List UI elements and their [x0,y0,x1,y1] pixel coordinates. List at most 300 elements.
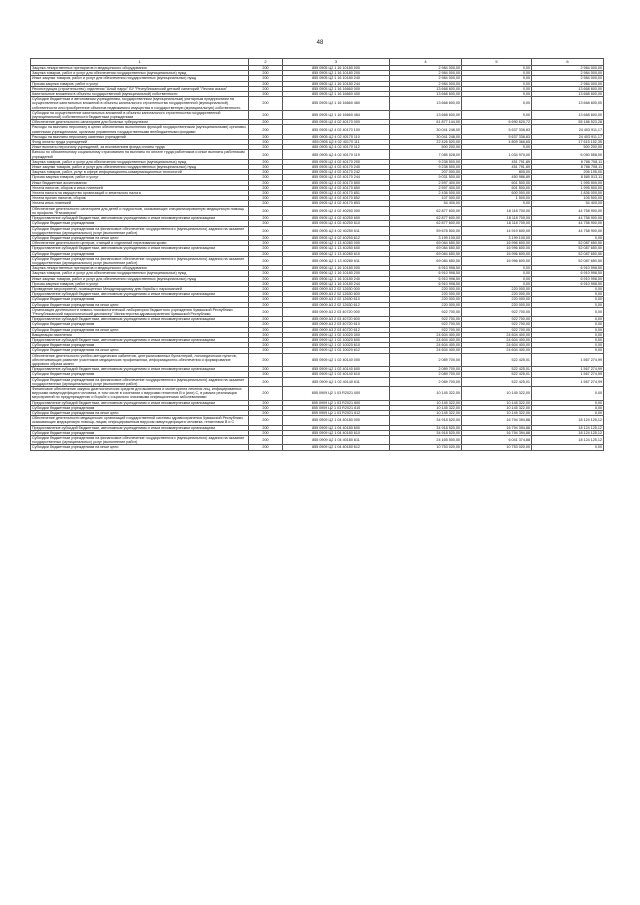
amount-executed-cell: 0,00 [462,266,532,271]
classification-code-cell: 855 0909 Ц2 1 02 10020 612 [283,348,390,353]
classification-code-cell: 855 0905 Ц2 4 02 40250 600 [283,216,390,221]
amount-approved-cell: 62 877 600,00 [390,221,462,226]
classification-code-cell: 855 0905 Ц2 4 02 40250 610 [283,221,390,226]
amount-executed-cell: 522 425,01 [462,372,532,377]
amount-executed-cell: 5 637 336,83 [462,134,532,139]
amount-approved-cell: 6 910 998,50 [390,271,462,276]
table-row [31,445,604,450]
item-name-cell: Проведение мероприятий, посвященных Международному дню борьбы с наркоманией [31,286,249,291]
item-name-cell: Предоставление субсидий бюджетным, автономным учреждениям и иным некоммерческим организациям [31,292,249,297]
item-name-cell: Обеспечение деятельности санаториев для детей и подростков, оказывающих специализированную медицинскую помощь по профилю "Фтизиатрия" [31,206,249,215]
code-cell: 200 [249,416,283,425]
amount-executed-cell: 0,00 [462,81,532,86]
amount-approved-cell: 9 238 500,00 [390,165,462,170]
item-name-cell: Предоставление субсидий бюджетным, автономным учреждениям и иным некоммерческим организациям [31,425,249,430]
amount-remaining-cell: 18 124 125,12 [532,416,604,425]
amount-executed-cell: 805,00 [462,170,532,175]
amount-approved-cell: 69 084 650,50 [390,256,462,265]
amount-executed-cell: 24 604 400,00 [462,332,532,337]
item-name-cell: Субсидии бюджетным учреждениям на иные цели [31,302,249,307]
classification-code-cell: 855 0905 Ц2 1 16 16660 000 [283,86,390,91]
item-name-cell: Иные выплаты персоналу учреждений, за исключением фонда оплаты труда [31,145,249,150]
item-name-cell: Предоставление субсидий бюджетным, автономным учреждениям и иным некоммерческим организациям [31,400,249,405]
item-name-cell: Субсидии бюджетным учреждениям на финансовое обеспечение государственного (муниципального) задания на оказание государственных (муниципальных) услуг (выполнение работ) [31,436,249,445]
code-cell: 200 [249,445,283,450]
classification-code-cell: 855 0909 Ц2 1 04 40180 611 [283,436,390,445]
amount-remaining-cell: 54 400,00 [532,201,604,206]
amount-executed-cell: 4 809 366,65 [462,140,532,145]
table-row [31,134,604,139]
table-row [31,425,604,430]
amount-executed-cell: 0,00 [462,110,532,119]
item-name-cell: Субсидии бюджетным учреждениям [31,221,249,226]
table-body [31,59,604,451]
classification-code-cell: 855 0909 А3 2 02 12630 610 [283,297,390,302]
code-cell: 200 [249,165,283,170]
amount-remaining-cell: 6 910 998,50 [532,281,604,286]
item-name-cell: Субсидии бюджетным учреждениям на финансовое обеспечение государственного (муниципального) задания на оказание государственных (муниципальных) услуг (выполнение работ) [31,226,249,235]
table-row [31,246,604,251]
table-row [31,159,604,164]
item-name-cell: Субсидии бюджетным учреждениям [31,297,249,302]
amount-remaining-cell: 52 087 650,50 [532,256,604,265]
code-cell: 200 [249,246,283,251]
amount-approved-cell: 2 089 700,00 [390,367,462,372]
classification-code-cell: 855 0905 Ц2 1 16 10180 200 [283,71,390,76]
amount-approved-cell: 10 145 322,00 [390,411,462,416]
code-cell: 200 [249,276,283,281]
amount-remaining-cell: 0,00 [532,235,604,240]
code-cell: 200 [249,140,283,145]
amount-remaining-cell: 0,00 [532,297,604,302]
amount-remaining-cell: 8 786 708,11 [532,159,604,164]
item-name-cell: Субсидии бюджетным учреждениям на финансовое обеспечение государственного (муниципального) задания на оказание государственных (муниципальных) услуг (выполнение работ) [31,256,249,265]
amount-remaining-cell: 44 758 900,00 [532,216,604,221]
amount-remaining-cell: 0,00 [532,327,604,332]
amount-executed-cell: 10 145 322,00 [462,387,532,401]
amount-remaining-cell: 105 500,00 [532,196,604,201]
amount-executed-cell: 10 145 322,00 [462,405,532,410]
amount-executed-cell: 16 996 600,00 [462,251,532,256]
amount-remaining-cell: 0,00 [532,286,604,291]
amount-remaining-cell: 8 786 708,11 [532,165,604,170]
classification-code-cell: 855 0909 А3 2 03 40720 600 [283,317,390,322]
amount-approved-cell: 2 984 000,00 [390,81,462,86]
table-row [31,241,604,246]
amount-approved-cell: 2 984 000,00 [390,71,462,76]
table-row [31,216,604,221]
classification-code-cell: 855 0909 А3 2 02 12630 612 [283,302,390,307]
item-name-cell: Расходы на выплаты персоналу в целях обеспечения выполнения функций государственными (муниципальными) органами, казенными учреждениями, органами управления государственными внебюджетными фондами [32,125,247,134]
classification-code-cell: 855 0905 Ц2 4 02 40170 111 [283,140,390,145]
amount-approved-cell: 6 910 998,50 [390,266,462,271]
table-row [31,191,604,196]
amount-remaining-cell: 44 758 900,00 [532,221,604,226]
amount-approved-cell: 61 877 144,00 [390,120,462,125]
code-cell: 200 [249,175,283,180]
amount-remaining-cell: 0,00 [532,317,604,322]
amount-executed-cell: 16 996 600,00 [462,246,532,251]
item-name-cell: Иные закупки товаров, работ и услуг для обеспечения государственных (муниципальных) нужд [31,276,249,281]
amount-approved-cell: 922 700,00 [390,317,462,322]
code-cell: 200 [249,271,283,276]
table-row [31,411,604,416]
amount-executed-cell: 14 919 600,00 [462,226,532,235]
header-cell: 3 [283,59,390,66]
amount-remaining-cell: 52 087 650,50 [532,246,604,251]
classification-code-cell: 855 0909 Ц2 1 03 R2021 612 [283,411,390,416]
amount-remaining-cell: 0,00 [532,387,604,401]
amount-remaining-cell: 55 186 523,28 [532,120,604,125]
classification-code-cell: 855 0909 Ц2 1 02 40140 610 [283,372,390,377]
amount-remaining-cell: 44 758 900,00 [532,206,604,215]
amount-executed-cell: 450 986,89 [462,175,532,180]
amount-approved-cell: 2 089 700,00 [390,372,462,377]
amount-remaining-cell: 13 668 600,00 [532,97,604,111]
classification-code-cell: 855 0905 Ц2 1 16 10180 000 [283,66,390,71]
classification-code-cell: 855 0906 Ц2 1 16 10180 240 [283,276,390,281]
code-cell: 200 [249,425,283,430]
classification-code-cell: 855 0909 Ц2 1 04 40180 000 [283,416,390,425]
code-cell: 200 [249,185,283,190]
amount-executed-cell: 18 118 700,00 [462,216,532,221]
table-row [31,416,604,425]
amount-approved-cell: 2 089 700,00 [390,377,462,386]
code-cell: 200 [249,337,283,342]
classification-code-cell: 855 0905 Ц2 4 02 40170 110 [283,134,390,139]
item-name-cell: Субсидии бюджетным учреждениям на финансовое обеспечение государственного (муниципального) задания на оказание государственных (муниципальных) услуг (выполнение работ) [31,377,249,386]
amount-approved-cell: 500 200,00 [390,145,462,150]
amount-approved-cell: 24 604 400,00 [390,348,462,353]
amount-executed-cell: 601 500,00 [462,180,532,185]
amount-approved-cell: 24 604 400,00 [390,343,462,348]
classification-code-cell: 855 0906 Ц2 1 13 40280 611 [283,256,390,265]
amount-approved-cell: 220 000,00 [390,297,462,302]
code-cell: 200 [249,150,283,159]
classification-code-cell: 855 0909 Ц2 1 02 10020 610 [283,343,390,348]
amount-remaining-cell: 52 087 650,50 [532,241,604,246]
code-cell: 200 [249,400,283,405]
amount-executed-cell: 18 118 700,00 [462,221,532,226]
item-name-cell: Обеспечение деятельности учебно-методических кабинетов, централизованных бухгалтерий, логопедических пунктов, обеспечивающих развитие участников медицинских профилактики, информационно-обеспечения и формирование здорового образа жизни [31,353,249,367]
classification-code-cell: 855 0906 Ц2 1 16 10180 000 [283,266,390,271]
classification-code-cell: 855 0905 Ц2 4 02 40250 612 [283,235,390,240]
amount-approved-cell: 2 597 400,00 [390,180,462,185]
amount-executed-cell: 16 996 600,00 [462,256,532,265]
table-row [31,387,604,401]
code-cell: 200 [249,251,283,256]
amount-approved-cell: 34 918 520,00 [390,416,462,425]
amount-executed-cell: 0,00 [462,97,532,111]
code-cell: 200 [249,81,283,86]
amount-remaining-cell: 500 200,00 [532,145,604,150]
amount-remaining-cell: 1 567 274,99 [532,353,604,367]
amount-approved-cell: 69 084 650,50 [390,246,462,251]
amount-executed-cell: 522 425,01 [462,353,532,367]
amount-remaining-cell: 2 984 000,00 [532,71,604,76]
item-name-cell: Иные бюджетные ассигнования [31,180,249,185]
classification-code-cell: 855 0909 Ц2 1 03 R2021 000 [283,387,390,401]
amount-approved-cell: 24 604 400,00 [390,337,462,342]
amount-approved-cell: 6 910 998,50 [390,276,462,281]
classification-code-cell: 855 0905 Ц2 1 16 10180 240 [283,76,390,81]
classification-code-cell: 855 0905 Ц2 4 02 40170 000 [283,120,390,125]
amount-approved-cell: 922 700,00 [390,327,462,332]
classification-code-cell: 855 0909 Ц2 1 02 40140 600 [283,367,390,372]
amount-executed-cell: 3 199 100,00 [462,235,532,240]
item-name-cell: Обеспечение деятельности медицинских организаций государственной системы здравоохранения Чувашской Республики, оказывающих медицинскую помощь лицам, инфицированным вирусом иммунодефицита человека, гепатитами B и C [31,416,249,425]
amount-approved-cell: 13 668 600,00 [390,110,462,119]
classification-code-cell: 855 0906 Ц2 1 13 40280 610 [283,251,390,256]
amount-approved-cell: 22 426 520,00 [390,140,462,145]
item-name-cell: Субсидии бюджетным и автономным учреждениям, государственным (муниципальным) унитарным предприятиям на осуществление капитальных вложений в объекты капитального строительства государственной (муниципальной) собственности или приобретение объектов недвижимого имущества в государственную (муниципальную) собственность [31,97,249,111]
amount-approved-cell: 59 678 500,00 [390,226,462,235]
classification-code-cell: 855 0909 Ц2 1 03 R2021 610 [283,405,390,410]
item-name-cell: Иные закупки товаров, работ и услуг для обеспечения государственных (муниципальных) нужд [31,76,249,81]
amount-remaining-cell: 0,00 [532,302,604,307]
amount-approved-cell: 107 000,00 [390,196,462,201]
code-cell: 200 [249,281,283,286]
code-cell: 200 [249,317,283,322]
amount-remaining-cell: 0,00 [532,411,604,416]
amount-approved-cell: 220 000,00 [390,286,462,291]
amount-executed-cell: 922 700,00 [462,317,532,322]
code-cell: 200 [249,343,283,348]
amount-executed-cell: 10 145 322,00 [462,411,532,416]
table-row [31,256,604,265]
table-row [31,307,604,316]
header-cell: 4 [390,59,462,66]
amount-remaining-cell: 1 567 274,99 [532,367,604,372]
header-cell: 2 [249,59,283,66]
code-cell: 200 [249,266,283,271]
code-cell: 200 [249,436,283,445]
classification-code-cell: 855 0905 Ц2 4 02 40250 611 [283,226,390,235]
amount-remaining-cell: 6 910 998,50 [532,276,604,281]
code-cell: 200 [249,297,283,302]
table-row [31,367,604,372]
code-cell: 200 [249,327,283,332]
item-name-cell: Уплата налогов, сборов и иных платежей [31,185,249,190]
classification-code-cell: 855 0909 Ц2 1 04 40180 612 [283,445,390,450]
header-cell: 1 [31,59,249,66]
header-cell: 5 [462,59,532,66]
amount-approved-cell: 10 145 322,00 [390,405,462,410]
item-name-cell: Предоставление субсидий бюджетным, автономным учреждениям и иным некоммерческим организациям [31,367,249,372]
code-cell: 200 [249,66,283,71]
amount-remaining-cell: 0,00 [532,348,604,353]
amount-remaining-cell: 18 124 125,12 [532,430,604,435]
table-row [31,436,604,445]
amount-executed-cell: 922 700,00 [462,307,532,316]
item-name-cell: Прочая закупка товаров, работ и услуг [31,81,249,86]
code-cell: 200 [249,387,283,401]
classification-code-cell: 855 0909 Ц2 1 03 R2021 600 [283,400,390,405]
amount-executed-cell: 6 690 620,72 [462,120,532,125]
amount-remaining-cell: 2 984 000,00 [532,76,604,81]
amount-remaining-cell: 24 403 911,17 [532,134,604,139]
amount-executed-cell: 220 000,00 [462,302,532,307]
classification-code-cell: 855 0909 А3 2 02 12630 000 [283,286,390,291]
code-cell: 200 [249,201,283,206]
amount-approved-cell: 3 199 100,00 [390,235,462,240]
amount-remaining-cell: 13 668 600,00 [532,92,604,97]
item-name-cell: Уплата иных платежей [31,201,249,206]
item-name-cell: Предоставление субсидий бюджетным, автономным учреждениям и иным некоммерческим организациям [31,337,249,342]
item-name-cell: Закупка товаров, работ, услуг в сфере информационно-коммуникационных технологий [31,170,249,175]
amount-remaining-cell: 1 836 000,00 [532,191,604,196]
table-row [31,337,604,342]
amount-remaining-cell: 0,00 [532,292,604,297]
amount-approved-cell: 220 000,00 [390,302,462,307]
amount-executed-cell: 16 794 394,88 [462,430,532,435]
amount-approved-cell: 7 085 528,00 [390,150,462,159]
amount-approved-cell: 54 400,00 [390,201,462,206]
classification-code-cell: 855 0905 Ц2 1 16 16660 400 [283,92,390,97]
amount-remaining-cell: 6 910 998,50 [532,266,604,271]
item-name-cell: Закупка товаров, работ и услуг для обеспечения государственных (муниципальных) нужд [31,271,249,276]
item-name-cell: Взносы по обязательному социальному страхованию на выплаты по оплате труда работников и иные выплаты работникам учреждений [31,150,249,159]
code-cell: 200 [249,332,283,337]
classification-code-cell: 855 0905 Ц2 4 02 40170 850 [283,185,390,190]
code-cell: 200 [249,71,283,76]
amount-approved-cell: 922 700,00 [390,307,462,316]
code-cell: 200 [249,292,283,297]
amount-approved-cell: 10 145 322,00 [390,387,462,401]
amount-executed-cell: 0,00 [462,71,532,76]
amount-remaining-cell: 0,00 [532,343,604,348]
code-cell: 200 [249,256,283,265]
classification-code-cell: 855 0905 Ц2 4 02 40170 240 [283,165,390,170]
amount-executed-cell: 522 425,01 [462,377,532,386]
code-cell: 200 [249,206,283,215]
table-row [31,206,604,215]
table-row [31,120,604,125]
code-cell: 200 [249,353,283,367]
amount-approved-cell: 62 877 600,00 [390,216,462,221]
amount-executed-cell: 1 500,00 [462,196,532,201]
amount-executed-cell: 6 041 374,88 [462,436,532,445]
item-name-cell: Субсидии бюджетным учреждениям на иные цели [31,235,249,240]
table-row [31,286,604,291]
amount-remaining-cell: 18 124 125,12 [532,425,604,430]
amount-approved-cell: 13 668 600,00 [390,92,462,97]
table-row [31,150,604,159]
code-cell: 200 [249,125,283,134]
amount-approved-cell: 2 436 000,00 [390,191,462,196]
amount-executed-cell: 24 604 400,00 [462,337,532,342]
table-row [31,377,604,386]
amount-executed-cell: 220 000,00 [462,286,532,291]
amount-executed-cell: 601 500,00 [462,185,532,190]
classification-code-cell: 855 0909 А3 2 03 40720 610 [283,322,390,327]
amount-remaining-cell: 0,00 [532,307,604,316]
amount-executed-cell: 5 637 336,83 [462,125,532,134]
item-name-cell: Закупка лекарственных препаратов и медицинского оборудования [31,266,249,271]
classification-code-cell: 855 0905 Ц2 4 02 40170 242 [283,170,390,175]
amount-approved-cell: 207 000,00 [390,170,462,175]
item-name-cell: Капитальные вложения в объекты государственной (муниципальной) собственности [31,92,249,97]
amount-approved-cell: 220 000,00 [390,292,462,297]
item-name-cell: Предоставление субсидий бюджетным, автономным учреждениям и иным некоммерческим организациям [31,216,249,221]
amount-remaining-cell: 8 580 513,11 [532,175,604,180]
amount-executed-cell: 0,00 [462,76,532,81]
amount-approved-cell: 13 668 600,00 [390,97,462,111]
amount-remaining-cell: 24 403 911,17 [532,125,604,134]
classification-code-cell: 855 0909 А3 2 02 12630 600 [283,292,390,297]
amount-approved-cell: 6 910 998,50 [390,281,462,286]
column-number-header [31,59,604,66]
amount-executed-cell: 0,00 [462,145,532,150]
item-name-cell: Иные закупки товаров, работ и услуг для обеспечения государственных (муниципальных) нужд [31,165,249,170]
amount-executed-cell: 16 794 394,88 [462,416,532,425]
item-name-cell: Субсидии бюджетным учреждениям [31,251,249,256]
amount-executed-cell: 0,00 [462,66,532,71]
amount-executed-cell: 10 753 020,00 [462,445,532,450]
amount-remaining-cell: 0,00 [532,445,604,450]
table-row [31,353,604,367]
amount-remaining-cell: 44 758 900,00 [532,226,604,235]
code-cell: 200 [249,322,283,327]
amount-executed-cell: 18 118 700,00 [462,206,532,215]
amount-approved-cell: 69 084 650,50 [390,251,462,256]
code-cell: 200 [249,92,283,97]
code-cell: 200 [249,145,283,150]
item-name-cell: Субсидии бюджетным учреждениям на иные цели [31,348,249,353]
classification-code-cell: 855 0905 Ц2 4 02 40170 800 [283,180,390,185]
table-row [31,400,604,405]
amount-executed-cell: 0,00 [462,92,532,97]
classification-code-cell: 855 0905 Ц2 1 16 16660 460 [283,97,390,111]
amount-remaining-cell: 18 124 125,12 [532,436,604,445]
amount-remaining-cell: 17 615 152,35 [532,140,604,145]
classification-code-cell: 855 0909 Ц2 1 02 40140 000 [283,353,390,367]
amount-executed-cell: 16 996 600,00 [462,241,532,246]
item-name-cell: Субсидии на осуществление капитальных вложений в объекты капитального строительства государственной (муниципальной) собственности бюджетным учреждениям [31,110,249,119]
amount-executed-cell: 0,00 [462,271,532,276]
amount-remaining-cell: 0,00 [532,405,604,410]
amount-remaining-cell: 1 995 900,00 [532,180,604,185]
amount-remaining-cell: 0,00 [532,400,604,405]
code-cell: 200 [249,226,283,235]
amount-executed-cell: 922 700,00 [462,327,532,332]
amount-executed-cell: 0,00 [462,201,532,206]
amount-approved-cell: 34 918 520,00 [390,430,462,435]
item-name-cell: Субсидии бюджетным учреждениям [31,322,249,327]
code-cell: 200 [249,221,283,226]
amount-remaining-cell: 2 984 000,00 [532,81,604,86]
table-row [31,165,604,170]
amount-approved-cell: 62 877 600,00 [390,206,462,215]
amount-executed-cell: 220 000,00 [462,292,532,297]
classification-code-cell: 855 0909 Ц2 1 02 10020 600 [283,337,390,342]
code-cell: 200 [249,411,283,416]
amount-remaining-cell: 1 567 274,99 [532,377,604,386]
code-cell: 200 [249,405,283,410]
code-cell: 200 [249,302,283,307]
amount-executed-cell: 0,00 [462,276,532,281]
amount-executed-cell: 16 794 394,88 [462,425,532,430]
page-number: 48 [316,40,324,46]
amount-remaining-cell: 52 087 650,50 [532,251,604,256]
amount-approved-cell: 2 984 000,00 [390,66,462,71]
amount-executed-cell: 451 791,89 [462,159,532,164]
amount-remaining-cell: 0,00 [532,332,604,337]
amount-approved-cell: 10 145 322,00 [390,400,462,405]
amount-executed-cell: 0,00 [462,281,532,286]
classification-code-cell: 855 0905 Ц2 4 02 40170 244 [283,175,390,180]
classification-code-cell: 855 0905 Ц2 4 02 40170 853 [283,201,390,206]
